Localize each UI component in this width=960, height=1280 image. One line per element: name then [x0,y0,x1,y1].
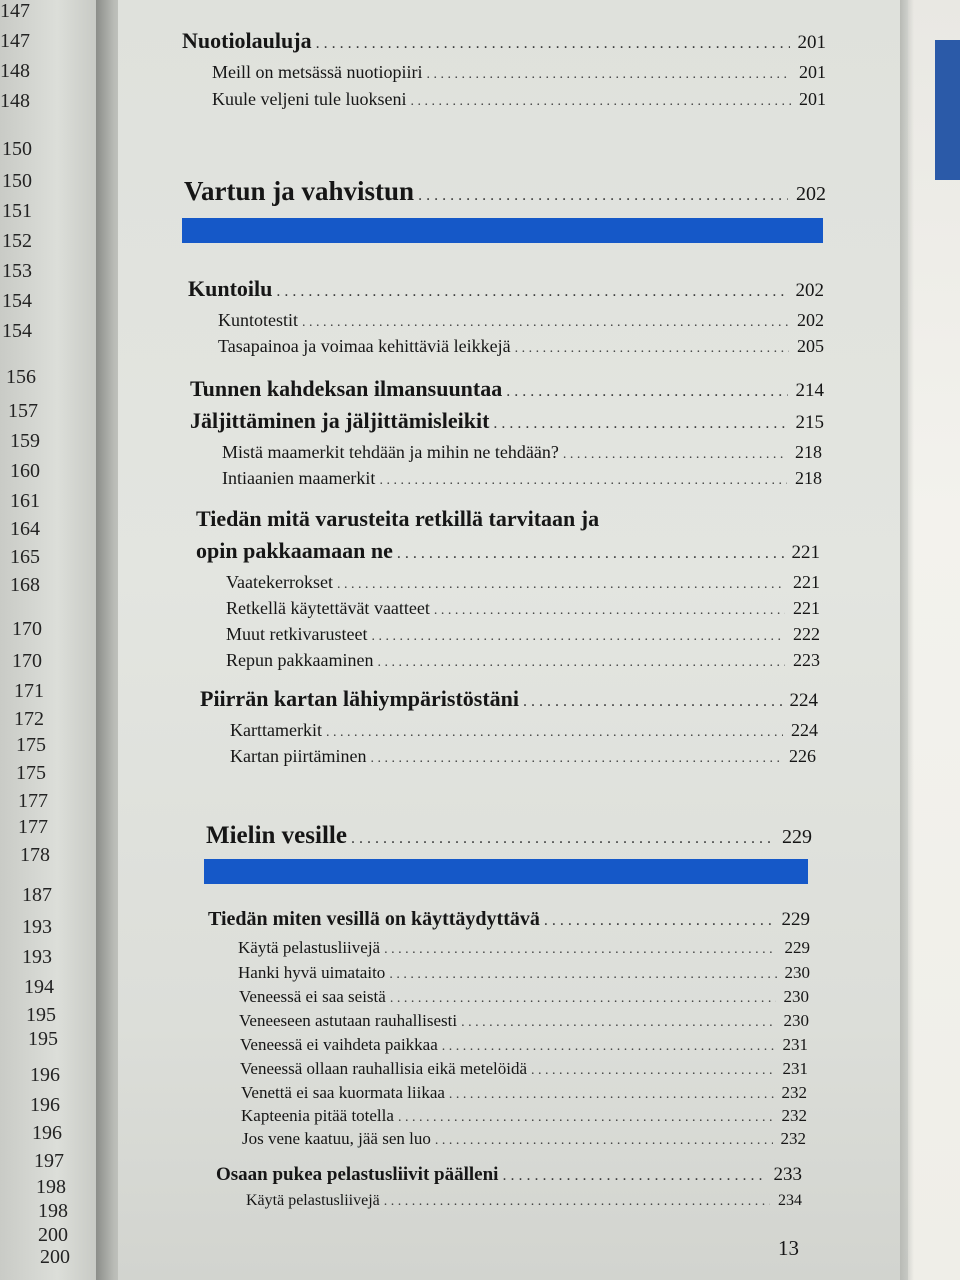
toc-entry-page: 201 [799,62,826,82]
toc-entry-title: Veneessä ei saa seistä [239,987,386,1006]
toc-entry-title: Hanki hyvä uimataito [238,963,386,982]
toc-entry-title: Vartun ja vahvistun [184,176,415,206]
left-page-number: 147 [0,0,30,22]
left-page-number: 193 [22,916,52,938]
toc-entry [230,720,818,741]
left-page-number: 160 [10,460,40,482]
toc-entry-title: Muut retkivarusteet [226,624,368,644]
toc-entry [242,1129,806,1149]
left-page-number: 152 [2,230,32,252]
toc-entry [226,624,820,645]
toc-entry [230,746,816,767]
toc-entry [222,468,822,489]
leader-dots [515,341,789,357]
left-page-number: 187 [22,884,52,906]
left-page-number: 177 [18,790,48,812]
leader-dots [435,1133,773,1149]
toc-entry-page: 224 [789,690,818,711]
left-page-number: 172 [14,708,44,730]
left-page-number: 200 [40,1246,70,1268]
leader-dots [379,473,787,489]
toc-entry-title: Jäljittäminen ja jäljittämisleikit [190,408,490,433]
toc-entry [222,442,822,463]
left-page-number: 161 [10,490,40,512]
leader-dots [563,447,787,463]
left-page-number: 151 [2,200,32,222]
left-page-number: 197 [34,1150,64,1172]
toc-entry-title: Tasapainoa ja voimaa kehittäviä leikkejä [218,336,511,356]
toc-entry [196,538,820,564]
left-page-number: 196 [32,1122,62,1144]
left-page-number: 195 [28,1028,58,1050]
left-page-number: 150 [2,138,32,160]
toc-entry-title: Veneeseen astutaan rauhallisesti [239,1011,458,1030]
left-page-number: 196 [30,1064,60,1086]
toc-entry-page: 218 [795,442,822,462]
toc-entry-page: 202 [795,280,824,301]
toc-entry-title: Nuotiolauluja [182,28,312,53]
left-page-number: 170 [12,650,42,672]
toc-entry-title: Karttamerkit [230,720,322,740]
left-page-number: 193 [22,946,52,968]
toc-entry-page: 229 [782,826,812,848]
toc-entry-page: 229 [784,938,810,957]
toc-entry-title: Intiaanien maamerkit [222,468,376,488]
toc-entry-title: Veneessä ei vaihdeta paikkaa [240,1035,438,1054]
leader-dots [493,415,787,433]
toc-entry [241,1106,807,1126]
toc-entry-title: Mielin vesille [206,822,347,849]
toc-entry-page: 202 [796,183,826,205]
toc-entry-page: 221 [793,598,820,618]
toc-entry-page: 223 [793,650,820,670]
left-page-number: 200 [38,1224,68,1246]
toc-entry [226,572,820,593]
toc-entry [239,1011,809,1031]
toc-entry-title: Kapteenia pitää totella [241,1106,394,1125]
left-page-number: 175 [16,762,46,784]
left-page-number: 198 [38,1200,68,1222]
left-page-number: 194 [24,976,54,998]
toc-entry-page: 202 [797,310,824,330]
toc-entry-title: Jos vene kaatuu, jää sen luo [242,1129,431,1148]
leader-dots [418,187,788,205]
toc-entry-page: 229 [781,909,810,930]
toc-entry-page: 221 [791,542,820,563]
toc-entry [208,908,810,931]
leader-dots [326,725,783,741]
toc-entry [182,28,826,54]
toc-page [118,0,908,1280]
toc-entry-page: 224 [791,720,818,740]
left-facing-page [0,0,104,1280]
toc-entry-title: Osaan pukea pelastusliivit päälleni [216,1164,499,1185]
toc-entry-title: Kartan piirtäminen [230,746,367,766]
toc-entry-title: Tunnen kahdeksan ilmansuuntaa [190,376,503,401]
left-page-number: 156 [6,366,36,388]
section-color-bar [182,218,823,243]
left-page-number: 195 [26,1004,56,1026]
leader-dots [371,629,785,645]
left-page-number: 159 [10,430,40,452]
toc-entry [218,310,824,331]
toc-entry [190,376,824,402]
toc-entry-title: Kuntoilu [188,276,273,301]
toc-entry [212,89,826,110]
toc-entry [240,1059,808,1079]
leader-dots [397,545,784,563]
toc-entry-page: 222 [793,624,820,644]
leader-dots [461,1015,775,1031]
leader-dots [410,94,791,110]
left-page-number: 198 [36,1176,66,1198]
section-heading [206,822,812,850]
toc-entry-title: Kuntotestit [218,310,298,330]
leader-dots [276,283,787,301]
toc-entry [218,336,824,357]
page-number: 13 [778,1236,799,1260]
leader-dots [523,693,781,711]
toc-entry-page: 232 [781,1106,807,1125]
toc-entry-title: Repun pakkaaminen [226,650,374,670]
left-page-number: 154 [2,320,32,342]
left-page-number: 150 [2,170,32,192]
leader-dots [442,1039,775,1055]
toc-entry-page: 218 [795,468,822,488]
toc-entry-page: 233 [773,1164,802,1185]
toc-entry-page: 201 [797,32,826,53]
toc-entry-page: 231 [782,1035,808,1054]
left-page-number: 175 [16,734,46,756]
toc-entry-title: Kuule veljeni tule luokseni [212,89,407,109]
toc-entry-page: 205 [797,336,824,356]
left-page-number-column [0,0,104,1280]
leader-dots [502,1167,765,1185]
left-page-number: 157 [8,400,38,422]
toc-entry-title: Käytä pelastusliivejä [238,938,381,957]
leader-dots [398,1110,774,1126]
leader-dots [531,1063,775,1079]
toc-entry-title: Vaatekerrokset [226,572,333,592]
toc-entry-title: Retkellä käytettävät vaatteet [226,598,430,618]
leader-dots [389,967,776,983]
leader-dots [449,1087,774,1103]
toc-entry-title: Tiedän miten vesillä on käyttäydyttävä [208,908,540,930]
toc-entry [238,938,810,958]
toc-entry [226,650,820,671]
leader-dots [544,912,774,930]
toc-entry-page: 226 [789,746,816,766]
toc-entry [241,1083,807,1103]
left-page-number: 153 [2,260,32,282]
left-page-number: 170 [12,618,42,640]
section-color-bar [204,859,808,884]
left-page-number: 154 [2,290,32,312]
leader-dots [302,315,789,331]
toc-entry-page: 231 [782,1059,808,1078]
toc-entry-page: 230 [784,963,810,982]
toc-entry [239,987,809,1007]
toc-entry-page: 232 [780,1129,806,1148]
left-page-number: 148 [0,90,30,112]
toc-entry-title: Mistä maamerkit tehdään ja mihin ne tehdään? [222,442,559,462]
toc-entry-title: Piirrän kartan lähiympäristöstäni [200,686,520,711]
toc-entry [212,62,826,83]
leader-dots [426,67,791,83]
leader-dots [377,655,785,671]
toc-entry-page: 230 [783,987,809,1006]
left-page-number: 168 [10,574,40,596]
toc-entry-title: Meill on metsässä nuotiopiiri [212,62,423,82]
leader-dots [506,383,787,401]
background-blue-object [935,40,960,180]
toc-entry [216,1164,802,1186]
toc-entry-title: Venettä ei saa kuormata liikaa [241,1083,445,1102]
toc-entry-title: Veneessä ollaan rauhallisia eikä metelöidä [240,1059,527,1078]
leader-dots [316,35,790,53]
leader-dots [337,577,785,593]
leader-dots [384,1194,770,1210]
left-page-number: 178 [20,844,50,866]
left-page-number: 165 [10,546,40,568]
toc-entry [240,1035,808,1055]
left-page-number: 148 [0,60,30,82]
toc-entry [246,1192,802,1210]
toc-entry-page: 221 [793,572,820,592]
page-edge-shadow [900,0,914,1280]
toc-entry-page: 230 [783,1011,809,1030]
toc-entry-page: 214 [795,380,824,401]
toc-entry [226,598,820,619]
left-page-number: 164 [10,518,40,540]
leader-dots [351,830,774,848]
section-heading [184,176,826,207]
left-page-number: 196 [30,1094,60,1116]
toc-entry-page: 234 [778,1192,802,1209]
toc-heading-first-line: Tiedän mitä varusteita retkillä tarvitaan ja [196,506,600,531]
toc-entry [188,276,824,302]
toc-entry-page: 215 [795,412,824,433]
toc-entry-page: 201 [799,89,826,109]
left-page-number: 147 [0,30,30,52]
leader-dots [390,991,776,1007]
toc-entry [190,408,824,434]
toc-entry [200,686,818,712]
leader-dots [384,942,776,958]
toc-entry-title: opin pakkaamaan ne [196,538,393,563]
leader-dots [434,603,785,619]
toc-entry-page: 232 [781,1083,807,1102]
left-page-number: 177 [18,816,48,838]
toc-entry [238,963,810,983]
left-page-number: 171 [14,680,44,702]
toc-entry-title: Käytä pelastusliivejä [246,1192,380,1209]
leader-dots [370,751,781,767]
